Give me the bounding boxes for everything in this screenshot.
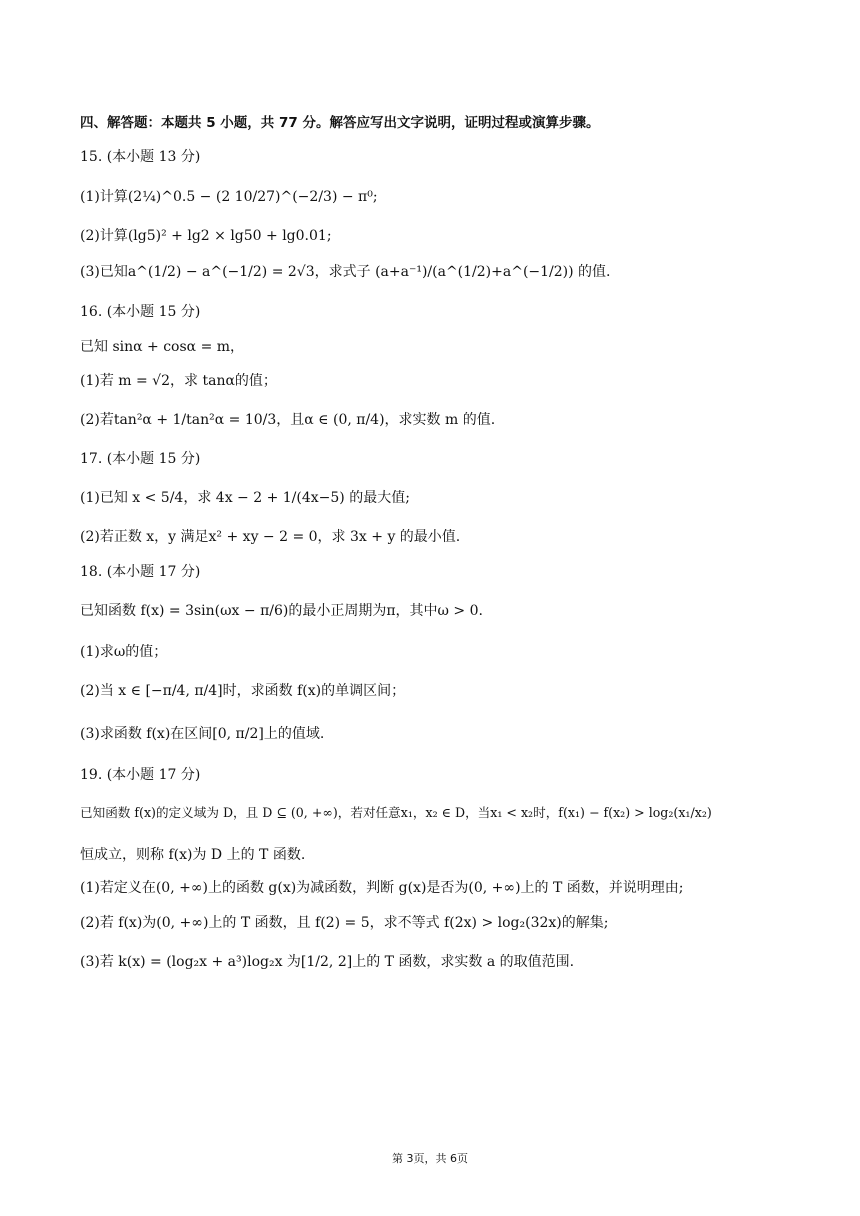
problem-15-line-3: (3)已知a^(1/2) − a^(−1/2) = 2√3，求式子 (a+a⁻¹)/(a^(1/2)+a^(−1/2)) 的值. bbox=[80, 264, 611, 280]
problem-18-number: 18. (本小题 17 分) bbox=[80, 564, 201, 580]
section-header: 四、解答题：本题共 5 小题，共 77 分。解答应写出文字说明，证明过程或演算步骤。 bbox=[80, 115, 600, 131]
problem-17-line-2: (2)若正数 x，y 满足x² + xy − 2 = 0，求 3x + y 的最小值. bbox=[80, 529, 461, 545]
problem-18-line-1: 已知函数 f(x) = 3sin(ωx − π/6)的最小正周期为π，其中ω > 0. bbox=[80, 603, 483, 619]
problem-18-line-3: (2)当 x ∈ [−π/4, π/4]时，求函数 f(x)的单调区间； bbox=[80, 683, 406, 699]
problem-19-line-4: (2)若 f(x)为(0, +∞)上的 T 函数，且 f(2) = 5，求不等式 f(2x) > log₂(32x)的解集; bbox=[80, 915, 609, 931]
problem-15-line-2: (2)计算(lg5)² + lg2 × lg50 + lg0.01; bbox=[80, 228, 332, 244]
page-footer: 第 3页，共 6页 bbox=[392, 1152, 468, 1165]
problem-17-line-1: (1)已知 x < 5/4，求 4x − 2 + 1/(4x−5) 的最大值; bbox=[80, 490, 410, 506]
problem-18-line-4: (3)求函数 f(x)在区间[0, π/2]上的值域. bbox=[80, 726, 325, 742]
problem-19-line-2: 恒成立，则称 f(x)为 D 上的 T 函数. bbox=[80, 847, 306, 863]
problem-16-number: 16. (本小题 15 分) bbox=[80, 304, 201, 320]
problem-15-line-1: (1)计算(2¼)^0.5 − (2 10/27)^(−2/3) − π⁰; bbox=[80, 189, 378, 205]
problem-16-line-3: (2)若tan²α + 1/tan²α = 10/3，且α ∈ (0, π/4)，求实数 m 的值. bbox=[80, 412, 496, 428]
problem-18-line-2: (1)求ω的值； bbox=[80, 644, 168, 660]
problem-16-line-1: 已知 sinα + cosα = m， bbox=[80, 339, 245, 355]
problem-17-number: 17. (本小题 15 分) bbox=[80, 451, 201, 467]
problem-19-number: 19. (本小题 17 分) bbox=[80, 767, 201, 783]
problem-19-line-5: (3)若 k(x) = (log₂x + a³)log₂x 为[1/2, 2]上的 T 函数，求实数 a 的取值范围. bbox=[80, 954, 575, 970]
problem-19-line-1: 已知函数 f(x)的定义域为 D，且 D ⊆ (0, +∞)，若对任意x₁，x₂ ∈ D，当x₁ < x₂时，f(x₁) − f(x₂) > log₂(x₁/x₂) bbox=[80, 805, 712, 820]
problem-19-line-3: (1)若定义在(0, +∞)上的函数 g(x)为减函数，判断 g(x)是否为(0, +∞)上的 T 函数，并说明理由; bbox=[80, 880, 684, 896]
problem-15-number: 15. (本小题 13 分) bbox=[80, 149, 201, 165]
problem-16-line-2: (1)若 m = √2，求 tanα的值； bbox=[80, 373, 277, 389]
